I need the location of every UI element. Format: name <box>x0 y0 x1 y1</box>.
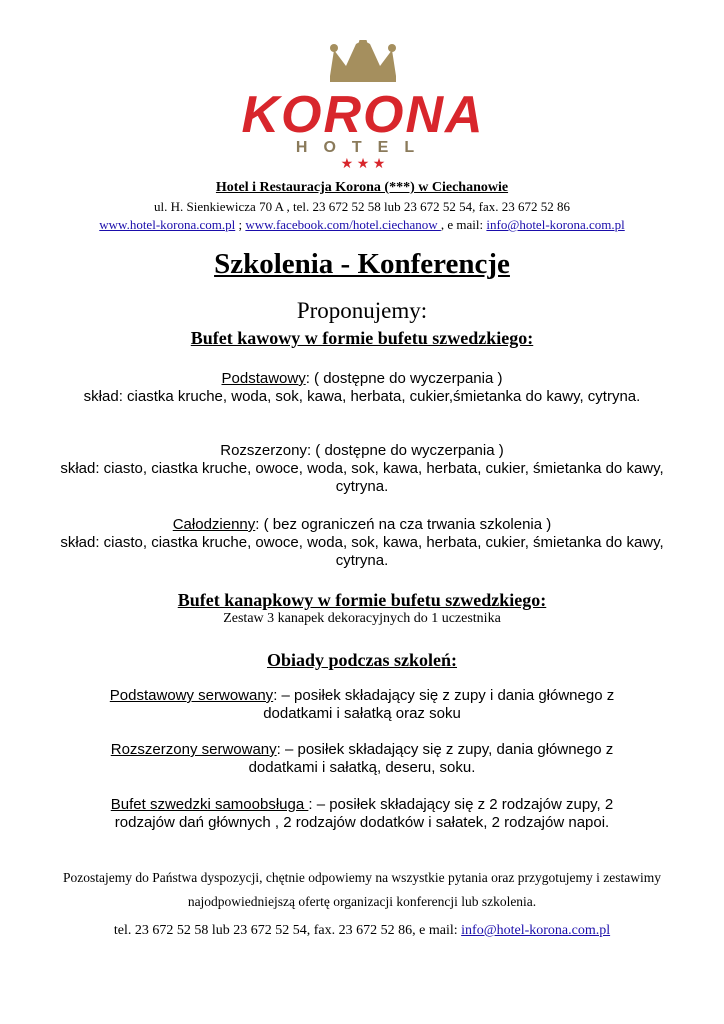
option-desc: : – posiłek składający się z 2 rodzajów zupy, 2 rodzajów dań głównych , 2 rodzajów dodatków i sałatek, 2 rodzajów napoi. <box>114 796 614 831</box>
coffee-heading: Bufet kawowy w formie bufetu szwedzkiego: <box>190 328 534 348</box>
coffee-option-basic <box>40 370 684 406</box>
hotel-logo <box>238 40 488 172</box>
lunch-option-buffet <box>80 796 644 832</box>
option-desc: : – posiłek składający się z zupy, dania głównego z dodatkami i sałatką, deseru, soku. <box>248 741 614 776</box>
option-name: Rozszerzony serwowany <box>110 741 277 758</box>
logo-stars: ★ ★ ★ <box>340 157 386 172</box>
coffee-option-fullday <box>40 516 684 570</box>
footer-contact <box>40 923 684 939</box>
lunch-option-extended <box>80 741 644 777</box>
logo-brand-text: KORONA <box>241 86 485 144</box>
hotel-address: ul. H. Sienkiewicza 70 A , tel. 23 672 52 58 lub 23 672 52 54, fax. 23 672 52 86 <box>154 199 570 214</box>
contact-links <box>40 217 684 233</box>
option-name: Całodzienny <box>172 516 256 533</box>
footer-contact-text: tel. 23 672 52 58 lub 23 672 52 54, fax. 23 672 52 86, e mail: <box>113 923 462 938</box>
option-name: Rozszerzony <box>220 442 307 459</box>
email-link[interactable]: info@hotel-korona.com.pl <box>486 217 625 232</box>
option-name: Podstawowy serwowany <box>109 687 274 704</box>
option-desc: skład: ciastka kruche, woda, sok, kawa, herbata, cukier,śmietanka do kawy, cytryna. <box>83 388 641 405</box>
lunch-heading: Obiady podczas szkoleń: <box>266 650 458 670</box>
closing-text: Pozostajemy do Państwa dyspozycji, chętnie odpowiemy na wszystkie pytania oraz przygotujemy i zestawimy najodpowiedniejszą ofertę organizacji konferencji lub szkolenia. <box>63 870 661 909</box>
option-desc: : – posiłek składający się z zupy i dania głównego z dodatkami i sałatką oraz soku <box>263 687 615 722</box>
option-name: Podstawowy <box>221 370 306 387</box>
option-note: : ( dostępne do wyczerpania ) <box>305 370 503 387</box>
link-separator: ; <box>235 217 246 232</box>
facebook-link[interactable]: www.facebook.com/hotel.ciechanow <box>245 217 441 232</box>
lunch-option-basic <box>80 687 644 723</box>
sandwich-heading: Bufet kanapkowy w formie bufetu szwedzkiego: <box>177 590 547 610</box>
coffee-option-extended <box>40 442 684 496</box>
page-subtitle: Proponujemy: <box>296 298 428 323</box>
logo-sub-text: HOTEL <box>295 139 431 156</box>
option-desc: skład: ciasto, ciastka kruche, owoce, woda, sok, kawa, herbata, cukier, śmietanka do kawy, cytryna. <box>60 460 664 495</box>
option-name: Bufet szwedzki samoobsługa <box>110 796 309 813</box>
crown-icon <box>330 40 396 82</box>
logo-graphic <box>238 40 488 172</box>
page-title: Szkolenia - Konferencje <box>214 248 510 280</box>
email-label: , e mail: <box>440 217 487 232</box>
option-note: : ( bez ograniczeń na cza trwania szkolenia ) <box>255 516 552 533</box>
option-desc: skład: ciasto, ciastka kruche, owoce, woda, sok, kawa, herbata, cukier, śmietanka do kawy, cytryna. <box>60 534 664 569</box>
website-link[interactable]: www.hotel-korona.com.pl <box>99 217 236 232</box>
option-note: : ( dostępne do wyczerpania ) <box>306 442 504 459</box>
hotel-name: Hotel i Restauracja Korona (***) w Ciechanowie <box>215 180 509 195</box>
footer-email-link[interactable]: info@hotel-korona.com.pl <box>461 923 611 938</box>
sandwich-desc: Zestaw 3 kanapek dekoracyjnych do 1 uczestnika <box>223 611 501 626</box>
